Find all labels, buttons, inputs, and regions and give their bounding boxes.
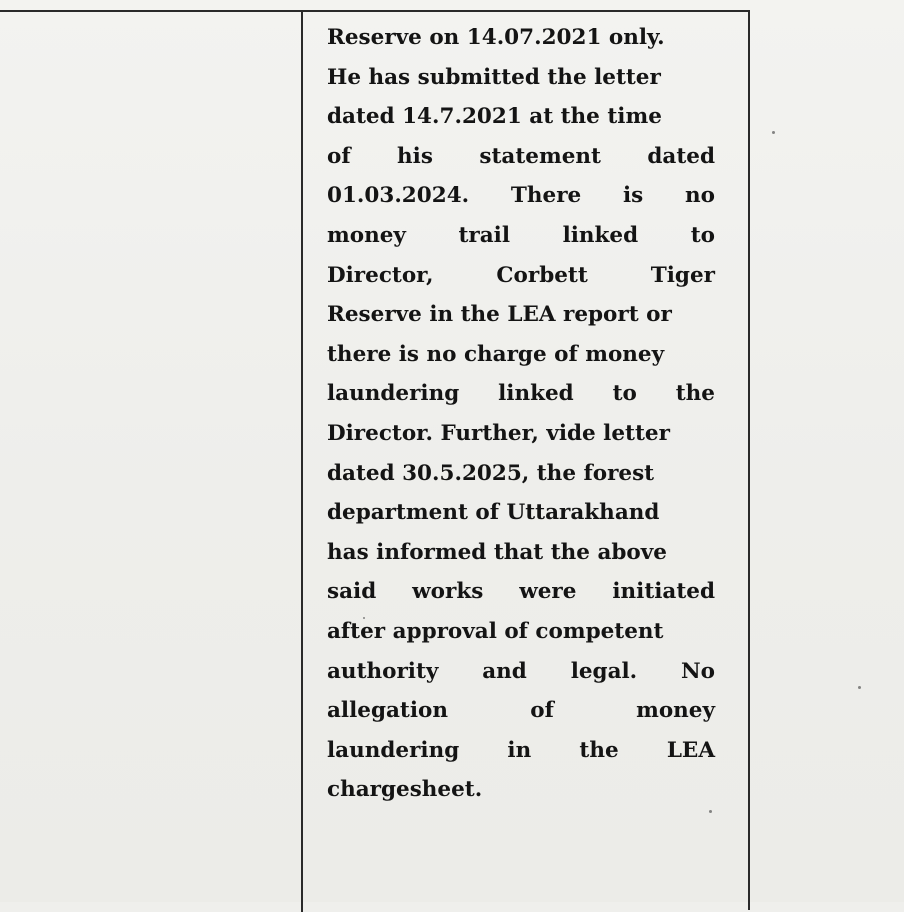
text-word: no	[685, 183, 715, 209]
text-line	[327, 454, 715, 494]
text-word: money	[636, 698, 715, 724]
scan-speck	[772, 131, 775, 134]
text-word: legal.	[570, 658, 638, 684]
text-word: Reserve on 14.07.2021 only.	[327, 25, 665, 50]
text-line	[327, 176, 715, 216]
text-word: of	[327, 143, 351, 169]
text-word: dated 14.7.2021 at the time	[327, 104, 662, 130]
text-word: laundering	[327, 737, 460, 763]
text-word: Director,	[327, 262, 434, 288]
text-word: has informed that the above	[327, 539, 667, 565]
text-word: after approval of competent	[327, 618, 664, 644]
text-word: authority	[327, 658, 439, 684]
text-word: Reserve in the LEA report or	[327, 302, 672, 328]
text-line	[327, 97, 715, 137]
text-word: works	[412, 579, 484, 605]
text-word: Tiger	[650, 262, 715, 288]
right-column-text	[327, 18, 715, 810]
text-word: there is no charge of money	[327, 341, 665, 367]
text-word: to	[690, 222, 715, 248]
text-word: is	[622, 183, 644, 209]
text-word: were	[519, 579, 577, 605]
text-word: trail	[458, 222, 510, 248]
text-line	[327, 493, 715, 533]
text-line	[327, 256, 715, 296]
scan-speck	[363, 617, 365, 619]
text-word: laundering	[327, 381, 460, 407]
text-word: dated	[647, 143, 715, 169]
text-word: No	[681, 658, 715, 684]
text-line	[327, 295, 715, 335]
text-word: Corbett	[496, 262, 588, 288]
text-line	[327, 335, 715, 375]
column-divider	[301, 12, 303, 912]
text-word: statement	[479, 143, 601, 169]
text-word: and	[482, 658, 527, 684]
text-line	[327, 18, 715, 58]
text-word: initiated	[612, 579, 715, 605]
text-line	[327, 612, 715, 652]
text-line	[327, 731, 715, 771]
text-line	[327, 572, 715, 612]
text-word: dated 30.5.2025, the forest	[327, 460, 655, 486]
text-word: He has submitted the letter	[327, 64, 661, 90]
text-line	[327, 691, 715, 731]
text-word: chargesheet.	[327, 777, 483, 803]
text-word: department of Uttarakhand	[327, 500, 660, 526]
text-word: of	[530, 698, 554, 724]
text-word: 01.03.2024.	[327, 183, 470, 209]
text-line	[327, 533, 715, 573]
scan-speck	[858, 686, 861, 689]
text-word: to	[612, 381, 637, 407]
text-line	[327, 137, 715, 177]
text-word: money	[327, 222, 406, 248]
text-word: the	[579, 737, 619, 763]
text-line	[327, 652, 715, 692]
text-word: There	[510, 183, 582, 209]
text-line	[327, 374, 715, 414]
scan-speck	[709, 810, 712, 813]
text-line	[327, 414, 715, 454]
text-word: linked	[498, 381, 574, 407]
text-word: said	[327, 579, 377, 605]
text-word: Director. Further, vide letter	[327, 420, 670, 446]
text-word: allegation	[327, 698, 448, 724]
text-word: LEA	[666, 737, 715, 763]
text-word: his	[397, 143, 433, 169]
text-word: the	[675, 381, 715, 407]
text-line	[327, 770, 715, 810]
text-line	[327, 216, 715, 256]
text-word: linked	[562, 222, 639, 248]
text-word: in	[507, 737, 532, 763]
text-line	[327, 58, 715, 98]
